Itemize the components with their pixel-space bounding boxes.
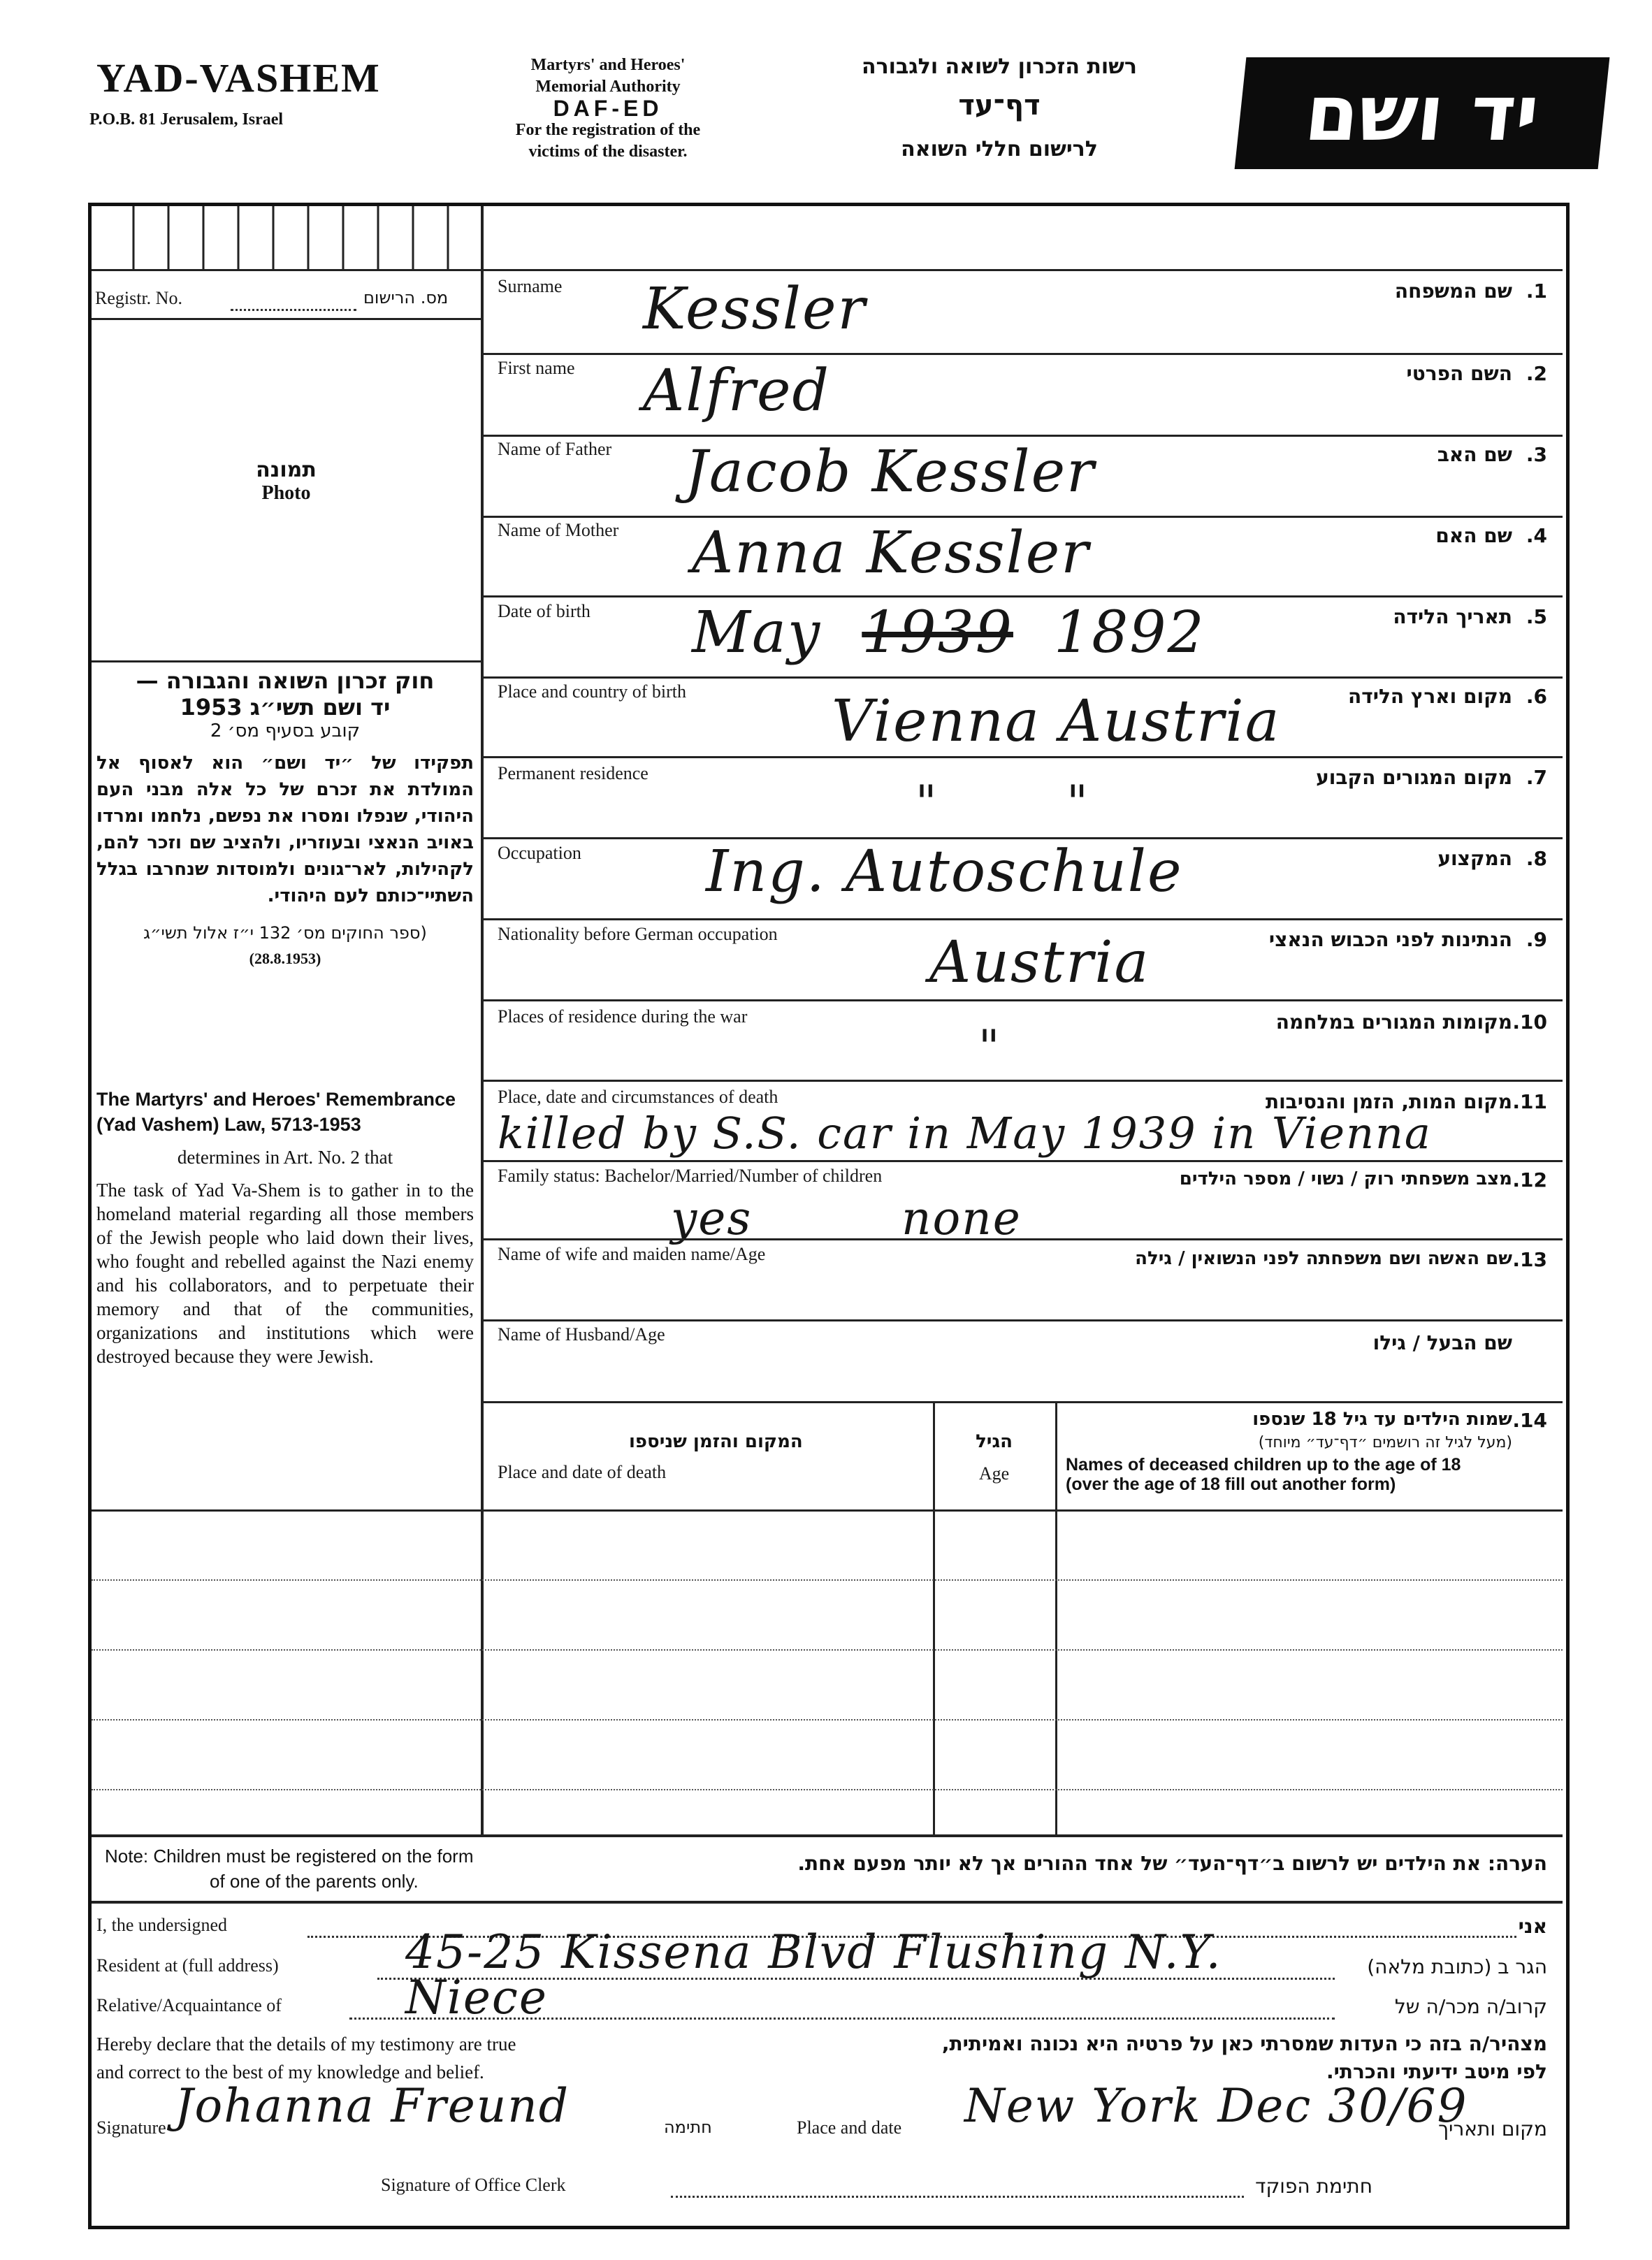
field-10-heb: מקומות המגורים במלחמה [1275, 1011, 1512, 1034]
place-date-label: Place and date [797, 2117, 902, 2138]
resident-heb: הגר ב (כתובת מלאה) [1367, 1955, 1547, 1978]
children-col-place-en: Place and date of death [498, 1462, 667, 1482]
declare-heb-line1: מצהיר/ה בזה כי העדות שמסרתי כאן על פרטיה היא נכונה ואמיתית, [941, 2032, 1547, 2055]
field-3-heb: שם האב [1437, 443, 1512, 466]
field-12-children[interactable]: none [901, 1191, 1022, 1245]
law-heb-ref: (ספר החוקים מס׳ 132 י״ז אלול תשי״ג [143, 923, 427, 943]
field-7-num: 7. [1526, 766, 1547, 789]
children-col-names-en1: Names of deceased children up to the age of 18 [1066, 1455, 1461, 1475]
field-1-value[interactable]: Kessler [643, 276, 867, 342]
tick-row [92, 206, 480, 269]
authority-block [447, 55, 769, 163]
field-8-heb: המקצוע [1437, 847, 1512, 870]
authority-line2: Memorial Authority [535, 78, 681, 96]
org-address: P.O.B. 81 Jerusalem, Israel [89, 110, 284, 129]
field-4-heb: שם האם [1435, 524, 1512, 547]
clerk-heb: חתימת הפוקד [1255, 2175, 1372, 2198]
declare-en-line1: Hereby declare that the details of my testimony are true [96, 2034, 516, 2055]
resident-value[interactable]: 45-25 Kissena Blvd Flushing N.Y. [405, 1925, 1222, 1979]
tick-marks [92, 206, 480, 269]
field-11-value[interactable]: killed by S.S. car in May 1939 in Vienna [498, 1108, 1432, 1159]
field-10-value[interactable]: " [978, 1020, 1001, 1074]
field-12-label: Family status: Bachelor/Married/Number of children [498, 1166, 883, 1186]
field-13-heb: שם האשה ושם משפחתה לפני הנשואין / גילה [1135, 1248, 1512, 1269]
field-13-label: Name of wife and maiden name/Age [498, 1244, 766, 1264]
children-col-names-en2: (over the age of 18 fill out another form) [1066, 1475, 1396, 1494]
field-5-num: 5. [1526, 605, 1547, 628]
signature-value[interactable]: Johanna Freund [175, 2079, 570, 2133]
field-5-value[interactable] [692, 600, 1205, 666]
declare-en [96, 2030, 516, 2086]
law-en-sub: determines in Art. No. 2 that [177, 1147, 393, 1168]
field-5-year: 1892 [1054, 600, 1205, 666]
husband-label: Name of Husband/Age [498, 1324, 665, 1345]
field-10-label: Places of residence during the war [498, 1006, 748, 1027]
field-4-value[interactable]: Anna Kessler [692, 520, 1090, 586]
husband-heb: שם הבעל / גילו [1372, 1331, 1512, 1354]
children-col-names-heb2: (מעל לגיל זה רושמים ״דף־עד״ מיוחד) [1258, 1434, 1512, 1451]
field-2-label: First name [498, 358, 575, 378]
heb-form-name: דף־עד [958, 89, 1041, 122]
field-5-month: May [692, 600, 822, 666]
declare-heb-line2: לפי מיטב ידיעתי והכרתי. [1326, 2060, 1547, 2083]
relative-heb: קרוב/ה מכר/ה של [1394, 1995, 1547, 2018]
place-date-heb: מקום ותאריך [1438, 2117, 1547, 2141]
field-1-heb: שם המשפחה [1394, 280, 1512, 303]
field-11-label: Place, date and circumstances of death [498, 1087, 778, 1107]
law-heb-sub: קובע בסעיף מס׳ 2 [210, 720, 361, 741]
heb-authority: רשות הזכרון לשואה ולגבורה [862, 55, 1137, 79]
children-col-age-en: Age [978, 1463, 1010, 1484]
purpose-line1: For the registration of the [515, 121, 701, 139]
undersigned-heb: אני [1518, 1915, 1547, 1938]
field-9-num: 9. [1526, 928, 1547, 951]
place-date-value[interactable]: New York Dec 30/69 [964, 2079, 1468, 2133]
field-6-num: 6. [1526, 685, 1547, 708]
field-3-value[interactable]: Jacob Kessler [685, 439, 1096, 505]
signature-label: Signature [96, 2117, 166, 2138]
law-heb-title: חוק זכרון השואה והגבורה — [136, 667, 435, 694]
field-12-num: 12. [1512, 1168, 1547, 1191]
law-heb-title2: יד ושם תשי״ג 1953 [180, 694, 391, 720]
field-6-value[interactable]: Vienna Austria [832, 688, 1281, 755]
registr-label: Registr. No. [95, 288, 182, 308]
photo-box[interactable] [92, 458, 481, 505]
law-hebrew [96, 667, 474, 968]
relative-value[interactable]: Niece [405, 1971, 548, 2024]
signature-heb: חתימה [664, 2117, 712, 2137]
field-5-struck: 1939 [862, 600, 1013, 666]
field-3-num: 3. [1526, 443, 1547, 466]
photo-en: Photo [261, 482, 311, 504]
declare-heb [942, 2030, 1547, 2086]
field-8-value[interactable]: Ing. Autoschule [706, 839, 1183, 905]
children-col-place-heb: המקום והזמן שניספו [629, 1431, 803, 1452]
law-english [96, 1087, 474, 1368]
undersigned-label: I, the undersigned [96, 1915, 228, 1935]
resident-label: Resident at (full address) [96, 1955, 279, 1976]
field-6-heb: מקום וארץ הלידה [1348, 685, 1512, 708]
declare-en-line2: and correct to the best of my knowledge and belief. [96, 2062, 484, 2082]
field-10-num: 10. [1512, 1011, 1547, 1034]
field-7-value[interactable]: " " [915, 776, 1089, 830]
note-en-line1: Note: Children must be registered on the form [105, 1846, 474, 1867]
photo-heb: תמונה [256, 458, 317, 482]
field-1-label: Surname [498, 276, 563, 296]
purpose-line2: victims of the disaster. [528, 143, 688, 161]
registr-heb: מס. הרישום [363, 288, 449, 307]
field-3-label: Name of Father [498, 439, 612, 459]
field-2-heb: השם הפרטי [1406, 362, 1512, 385]
law-heb-body: תפקידו של ״יד ושם״ הוא לאסוף אל המולדת את זכרם של כל אלה מבני העם היהודי, שנפלו ומסרו את נפשם, נלחמו ומרדו באויב הנאצי ובעוזריו, ולהציב שם וזכר להם, לקהילות, לאר־גונים ולמוסדות שנחרבו בגלל השתיי־כותם לעם היהודי. [96, 753, 474, 906]
field-2-num: 2. [1526, 362, 1547, 385]
field-2-value[interactable]: Alfred [643, 358, 831, 424]
field-5-heb: תאריך הלידה [1393, 605, 1512, 628]
field-4-label: Name of Mother [498, 520, 619, 540]
field-12-heb: מצב משפחתי רוק / נשוי / מספר הילדים [1179, 1168, 1512, 1189]
clerk-label: Signature of Office Clerk [381, 2175, 566, 2195]
field-11-num: 11. [1512, 1090, 1547, 1113]
field-11-heb: מקום המות, הזמן והנסיבות [1265, 1090, 1512, 1113]
note-heb: הערה: את הילדים יש לרשום ב״דף־העד״ של אחד ההורים אך לא יותר מפעם אחת. [797, 1852, 1547, 1875]
field-7-label: Permanent residence [498, 763, 649, 783]
field-5-label: Date of birth [498, 601, 590, 621]
field-8-label: Occupation [498, 843, 581, 863]
heb-purpose: לרישום חללי השואה [901, 137, 1098, 161]
field-7-heb: מקום המגורים הקבוע [1316, 766, 1512, 789]
law-en-title: The Martyrs' and Heroes' Remembrance (Yad Vashem) Law, 5713-1953 [96, 1089, 456, 1135]
field-12-status[interactable]: yes [671, 1191, 753, 1245]
law-en-body: The task of Yad Va-Shem is to gather in to the homeland material regarding all those members of the Jewish people who laid down their lives, who fought and rebelled against the Nazi enemy and his collaborators, and to perpetuate their memory and that of the communities, organizations and institutions which were destroyed because they were Jewish. [96, 1180, 474, 1367]
children-num: 14. [1512, 1409, 1547, 1432]
field-1-num: 1. [1526, 280, 1547, 303]
field-9-heb: הנתינות לפני הכבוש הנאצי [1268, 928, 1512, 951]
field-9-label: Nationality before German occupation [498, 924, 778, 944]
children-col-names-en [1066, 1455, 1461, 1494]
org-title: YAD-VASHEM [96, 55, 381, 101]
yad-vashem-logo: יד ושם [1235, 57, 1610, 169]
note-en-line2: of one of the parents only. [210, 1871, 419, 1892]
authority-line1: Martyrs' and Heroes' [530, 56, 686, 74]
law-date: (28.8.1953) [249, 950, 321, 967]
form-name: DAF-ED [553, 96, 663, 121]
field-13-num: 13. [1512, 1248, 1547, 1271]
field-4-num: 4. [1526, 524, 1547, 547]
field-9-value[interactable]: Austria [929, 929, 1150, 996]
children-col-names-heb: שמות הילדים עד גיל 18 שנספו [1252, 1409, 1512, 1430]
children-col-age-heb: הגיל [976, 1431, 1013, 1452]
field-6-label: Place and country of birth [498, 681, 687, 702]
relative-label: Relative/Acquaintance of [96, 1995, 282, 2015]
field-8-num: 8. [1526, 847, 1547, 870]
note-en [105, 1844, 473, 1894]
